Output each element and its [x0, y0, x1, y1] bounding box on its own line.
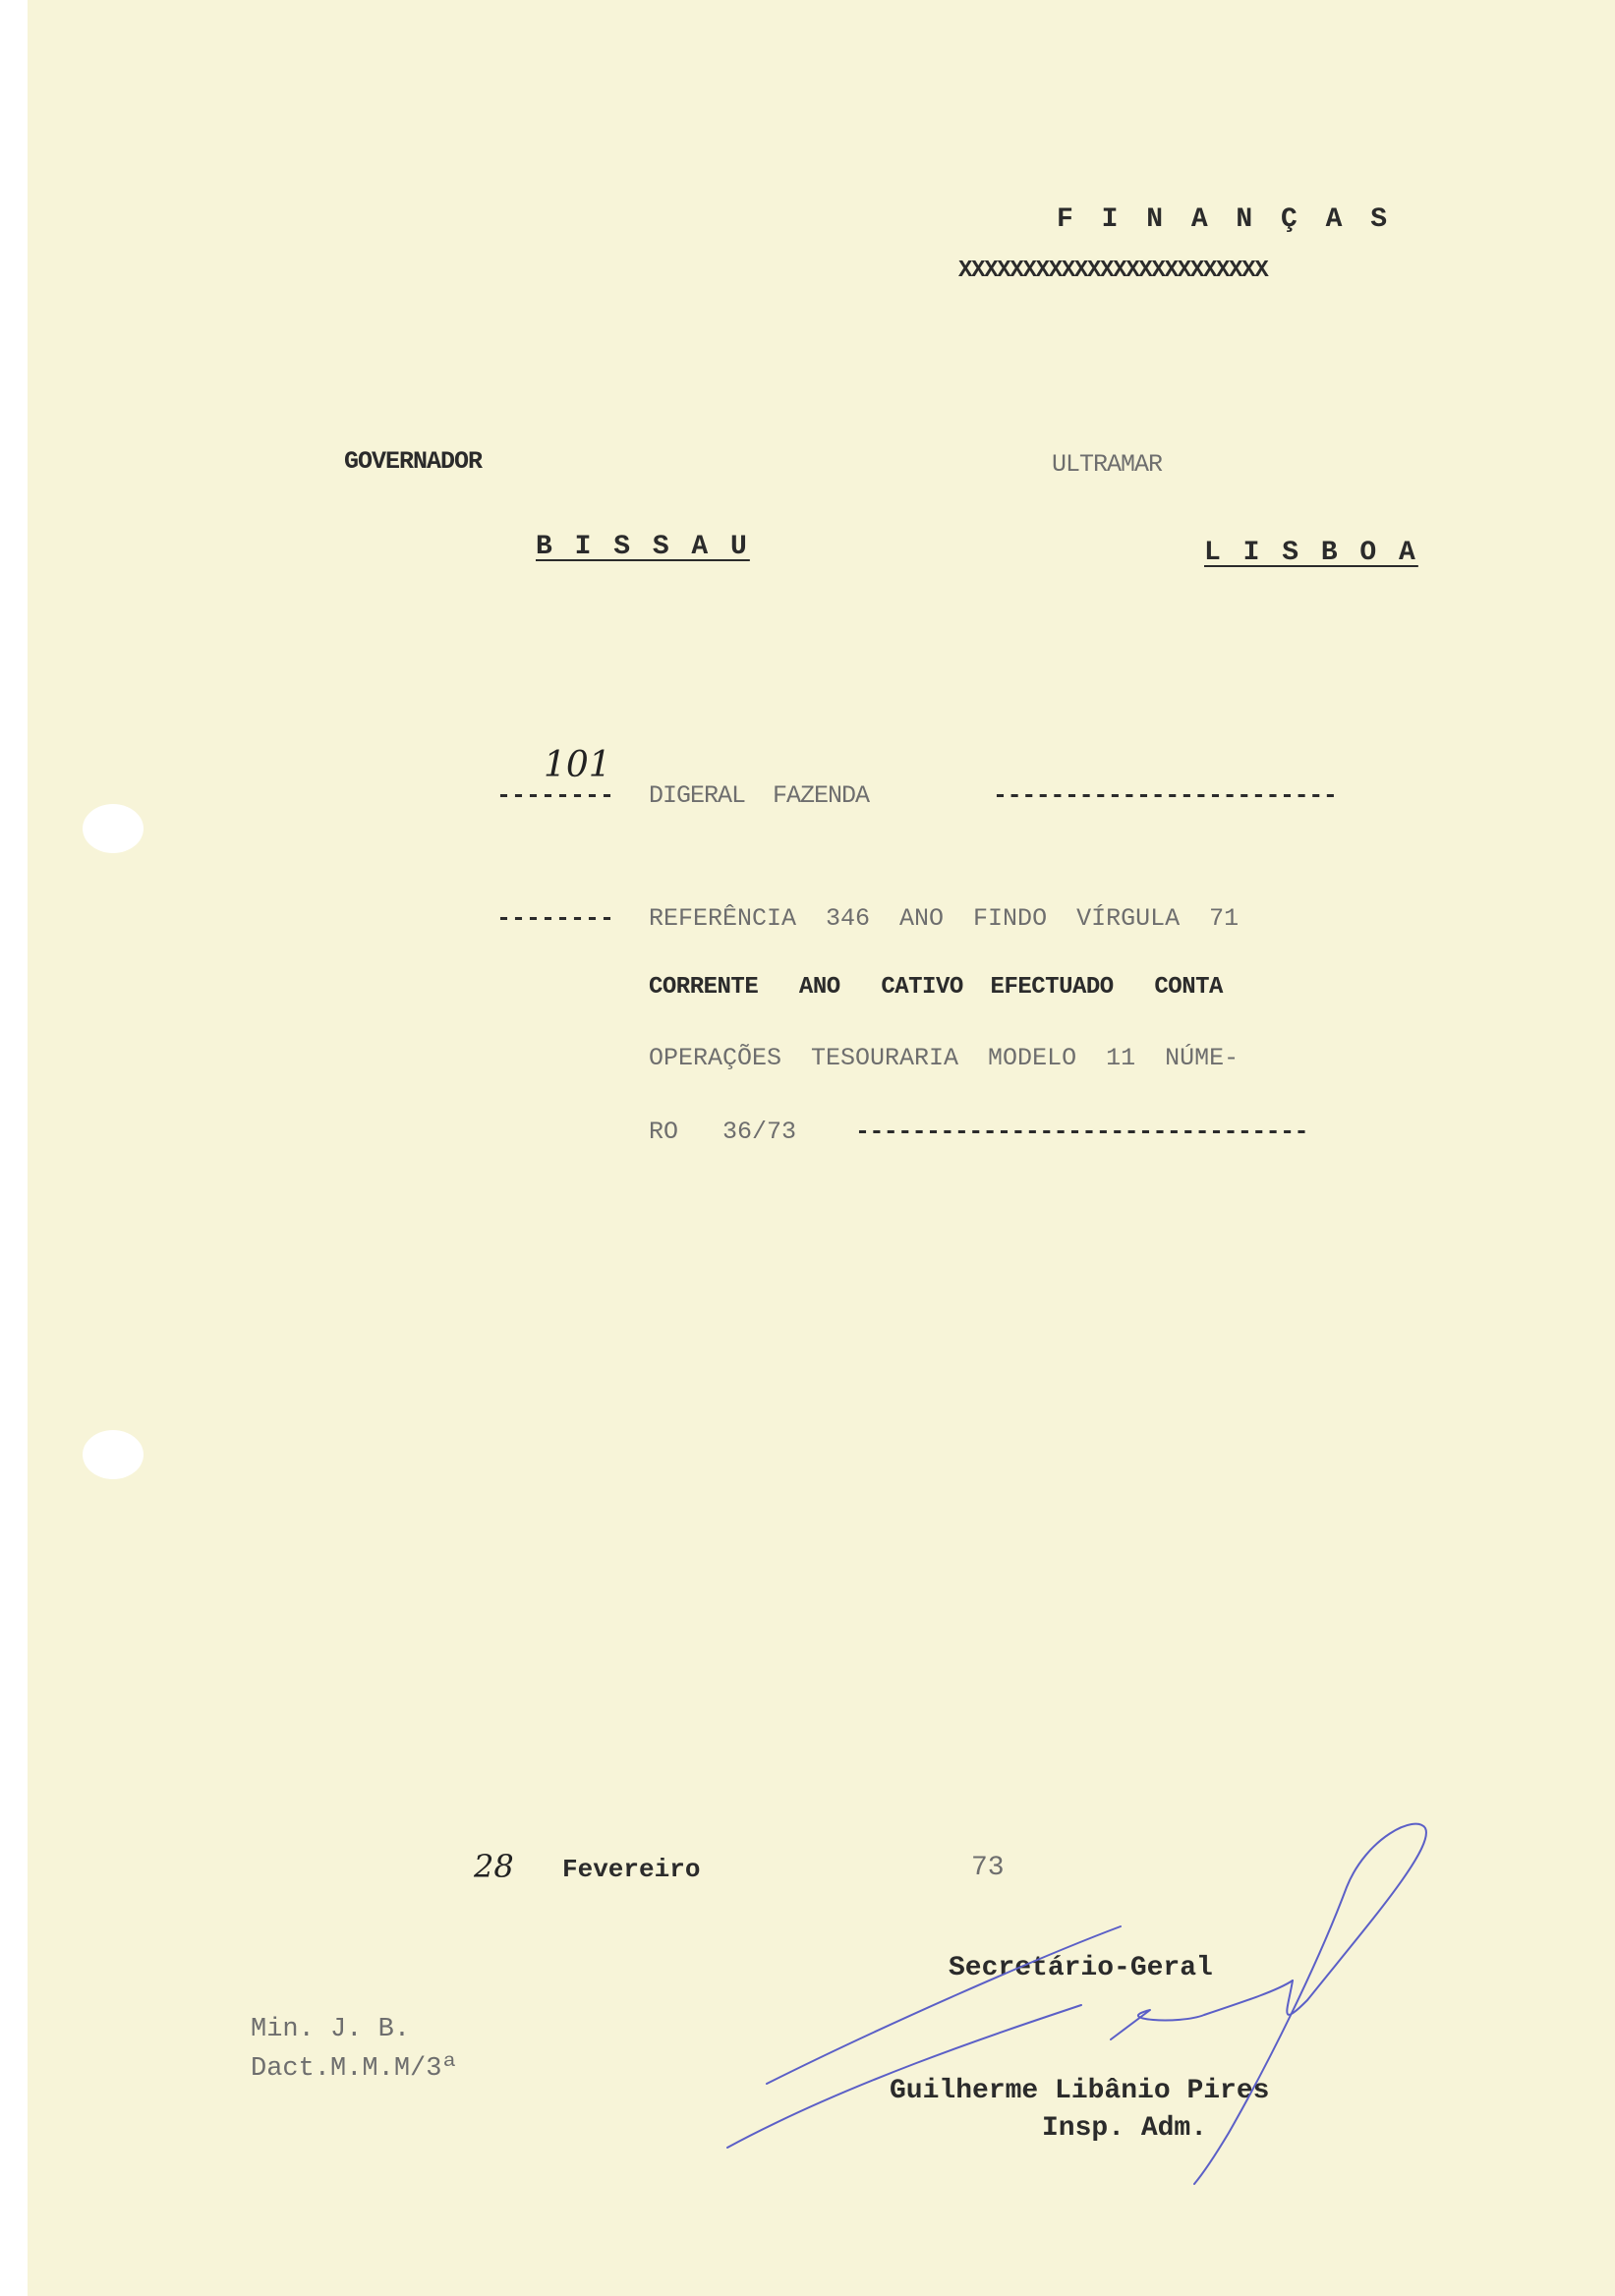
date-month: Fevereiro — [562, 1855, 701, 1884]
sender-place: B I S S A U — [536, 532, 750, 562]
date-year: 73 — [971, 1853, 1005, 1883]
message-line-3: CORRENTE ANO CATIVO EFECTUADO CONTA — [649, 974, 1223, 1001]
reference-line-1: Min. J. B. — [251, 2015, 411, 2044]
document-title: F I N A N Ç A S — [1057, 204, 1394, 235]
message-line-5: RO 36/73 — [649, 1118, 797, 1146]
recipient-place: L I S B O A — [1204, 538, 1418, 568]
signatory-title: Secretário-Geral — [949, 1953, 1213, 1983]
message-line-2: REFERÊNCIA 346 ANO FINDO VÍRGULA 71 — [649, 904, 1240, 933]
reference-line-2: Dact.M.M.M/3ª — [251, 2054, 458, 2084]
message-line-1-dashes-left: -------- — [496, 781, 615, 810]
recipient-label: ULTRAMAR — [1052, 450, 1163, 479]
signatory-position: Insp. Adm. — [1042, 2113, 1208, 2144]
signatory-name: Guilherme Libânio Pires — [890, 2076, 1270, 2106]
date-day: 28 — [474, 1848, 514, 1885]
message-line-1: DIGERAL FAZENDA — [649, 781, 870, 810]
message-line-5-dashes: -------------------------------- — [855, 1118, 1308, 1146]
struck-out-line: XXXXXXXXXXXXXXXXXXXXXXXX — [958, 258, 1268, 284]
handwritten-number: 101 — [544, 745, 611, 785]
message-line-1-dashes-right: ------------------------ — [993, 781, 1338, 810]
message-line-4: OPERAÇÕES TESOURARIA MODELO 11 NÚME- — [649, 1044, 1240, 1072]
message-line-2-dashes: -------- — [496, 904, 615, 933]
sender-label: GOVERNADOR — [344, 447, 483, 476]
